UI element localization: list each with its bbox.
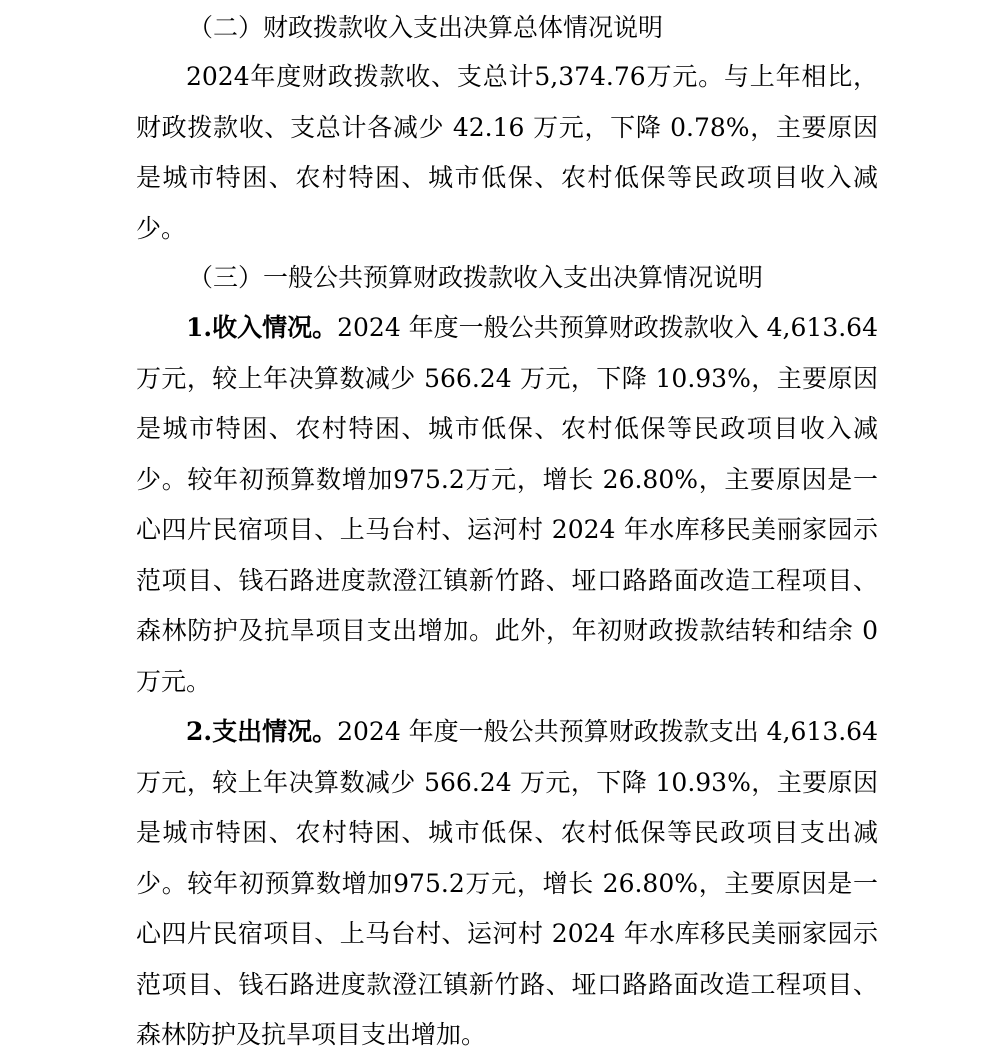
section3-heading: （三）一般公共预算财政拨款收入支出决算情况说明 <box>188 263 764 292</box>
income-body: 2024 年度一般公共预算财政拨款收入 4,613.64 万元，较上年决算数减少 566.24 万元，下降 10.93%，主要原因是城市特困、农村特困、城市低保、农村低保等民政项目收入减少。较年初预算数增加975.2万元，增长 26.80%，主要原因是一心四片民宿项目、上马台村、运河村 2024 年水库移民美丽家园示范项目、钱石路进度款澄江镇新竹路、垭口路路面改造工程项目、森林防护及抗旱项目支出增加。此外，年初财政拨款结转和结余 0 万元。 <box>136 313 878 696</box>
expenditure-body: 2024 年度一般公共预算财政拨款支出 4,613.64 万元，较上年决算数减少 566.24 万元，下降 10.93%，主要原因是城市特困、农村特困、城市低保、农村低保等民政项目支出减少。较年初预算数增加975.2万元，增长 26.80%，主要原因是一心四片民宿项目、上马台村、运河村 2024 年水库移民美丽家园示范项目、钱石路进度款澄江镇新竹路、垭口路路面改造工程项目、森林防护及抗旱项目支出增加。 <box>136 717 878 1049</box>
section2-heading: （二）财政拨款收入支出决算总体情况说明 <box>188 13 664 42</box>
expenditure-paragraph <box>136 707 878 1061</box>
expenditure-lead: 2.支出情况。 <box>186 717 338 746</box>
income-lead: 1.收入情况。 <box>186 313 338 342</box>
income-paragraph <box>136 303 878 707</box>
section2-paragraph: 2024年度财政拨款收、支总计5,374.76万元。与上年相比，财政拨款收、支总计各减少 42.16 万元，下降 0.78%，主要原因是城市特困、农村特困、城市低保、农村低保等民政项目收入减少。 <box>136 62 878 243</box>
